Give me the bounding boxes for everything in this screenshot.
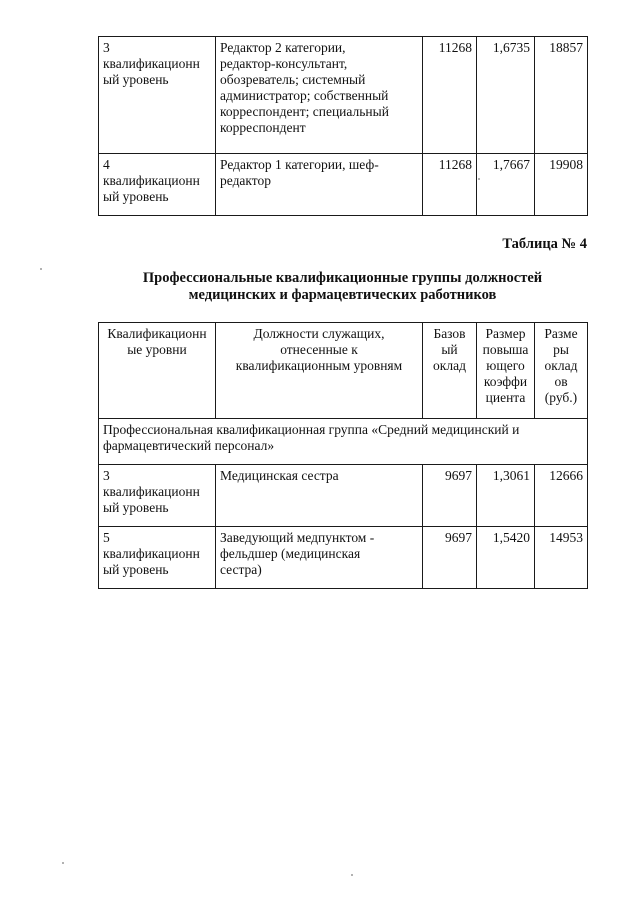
table-row bbox=[99, 527, 588, 589]
base-salary-cell: 9697 bbox=[423, 527, 477, 589]
base-salary-cell: 11268 bbox=[423, 37, 477, 154]
qualification-level-cell: 3 квалификационн ый уровень bbox=[99, 465, 216, 527]
header-base-salary: Базов ый оклад bbox=[423, 323, 477, 419]
qualification-level-cell: 5 квалификационн ый уровень bbox=[99, 527, 216, 589]
group-row bbox=[99, 419, 588, 465]
positions-cell: Редактор 1 категории, шеф- редактор bbox=[216, 154, 423, 216]
group-title-cell: Профессиональная квалификационная группа «Средний медицинский и фармацевтический персонал» bbox=[99, 419, 588, 465]
salary-table-continued bbox=[98, 36, 588, 216]
base-salary-cell: 11268 bbox=[423, 154, 477, 216]
salary-cell: 14953 bbox=[535, 527, 588, 589]
table-header-row bbox=[99, 323, 588, 419]
salary-cell: 19908 bbox=[535, 154, 588, 216]
header-qualification-level: Квалификационн ые уровни bbox=[99, 323, 216, 419]
medical-staff-table bbox=[98, 322, 588, 589]
salary-cell: 18857 bbox=[535, 37, 588, 154]
table-row bbox=[99, 37, 588, 154]
base-salary-cell: 9697 bbox=[423, 465, 477, 527]
coefficient-cell: 1,5420 bbox=[477, 527, 535, 589]
positions-cell: Медицинская сестра bbox=[216, 465, 423, 527]
positions-cell: Заведующий медпунктом - фельдшер (медицинская сестра) bbox=[216, 527, 423, 589]
table-title: Профессиональные квалификационные группы должностей медицинских и фармацевтических работников bbox=[142, 270, 543, 303]
coefficient-cell: 1,3061 bbox=[477, 465, 535, 527]
table-number-label: Таблица № 4 bbox=[502, 236, 587, 252]
header-positions: Должности служащих, отнесенные к квалификационным уровням bbox=[216, 323, 423, 419]
scan-speck bbox=[351, 874, 353, 876]
scan-speck bbox=[40, 268, 42, 270]
table-row bbox=[99, 465, 588, 527]
scan-speck bbox=[62, 862, 64, 864]
qualification-level-cell: 4 квалификационн ый уровень bbox=[99, 154, 216, 216]
qualification-level-cell: 3 квалификационн ый уровень bbox=[99, 37, 216, 154]
table-row bbox=[99, 154, 588, 216]
positions-cell: Редактор 2 категории, редактор-консультант, обозреватель; системный администратор; собственный корреспондент; специальный корреспондент bbox=[216, 37, 423, 154]
header-salary: Разме ры оклад ов (руб.) bbox=[535, 323, 588, 419]
coefficient-cell: 1,6735 bbox=[477, 37, 535, 154]
coefficient-cell: 1,7667 bbox=[477, 154, 535, 216]
salary-cell: 12666 bbox=[535, 465, 588, 527]
scan-speck bbox=[478, 178, 480, 180]
header-coefficient: Размер повыша ющего коэффи циента bbox=[477, 323, 535, 419]
